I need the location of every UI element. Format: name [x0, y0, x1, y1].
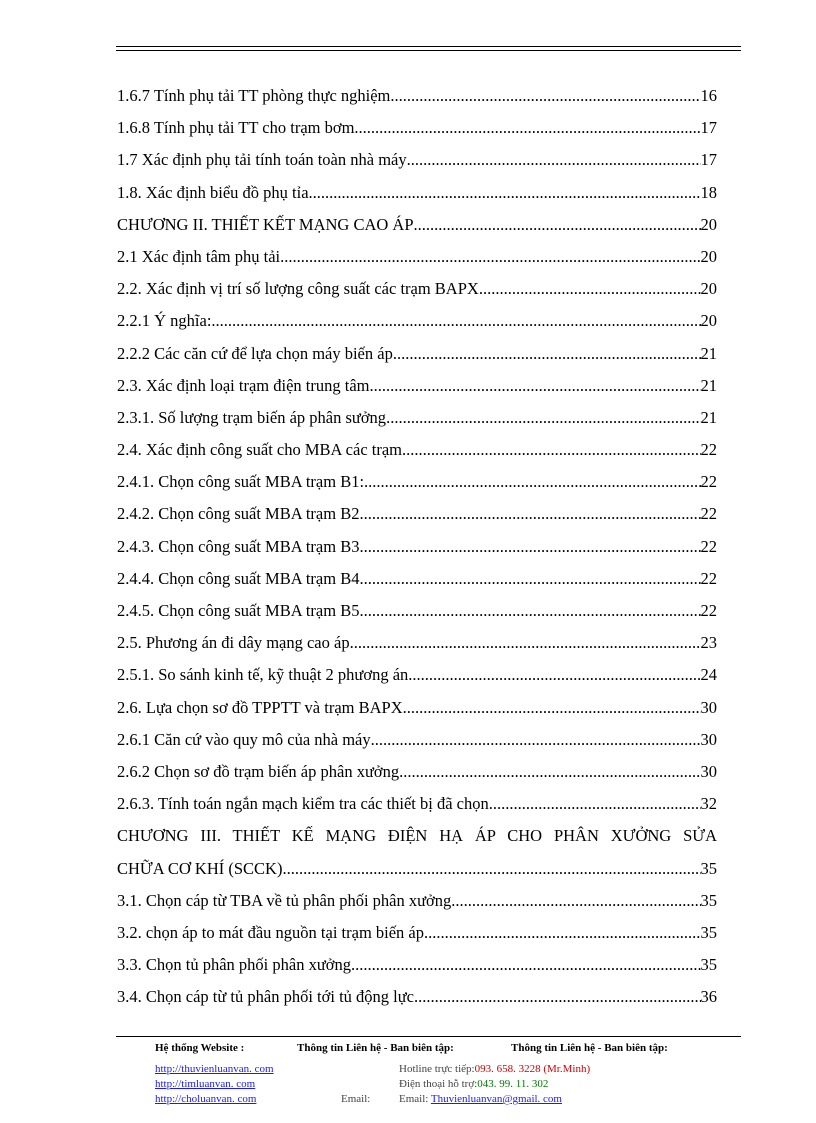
- toc-entry-chapter3-line1[interactable]: CHƯƠNG III. THIẾT KẾ MẠNG ĐIỆN HẠ ÁP CHO PHÂN XƯỞNG SỬA: [117, 826, 717, 846]
- toc-entry[interactable]: 1.8. Xác định biểu đồ phụ tỉa ..... 18: [117, 177, 717, 209]
- email-label: Email:: [399, 1093, 429, 1105]
- hotline-label: Hotline trực tiếp:: [399, 1063, 475, 1075]
- header-rule-top: [116, 46, 741, 47]
- footer-site-link[interactable]: http://timluanvan. com: [155, 1078, 256, 1090]
- toc-entry[interactable]: 2.4.4. Chọn công suất MBA trạm B4 ..... 22: [117, 563, 717, 595]
- footer-email-label-mid: Email:: [341, 1093, 371, 1105]
- toc-entry[interactable]: 2.4.5. Chọn công suất MBA trạm B5 ..... 22: [117, 595, 717, 627]
- phone-number[interactable]: 043. 99. 11. 302: [477, 1078, 549, 1090]
- toc-entry[interactable]: 3.4. Chọn cáp từ tủ phân phối tới tủ động lực ..... 36: [117, 981, 717, 1013]
- toc-entry[interactable]: 2.6.3. Tính toán ngắn mạch kiểm tra các thiết bị đã chọn ..... 32: [117, 788, 717, 820]
- toc-entry[interactable]: 2.4.2. Chọn công suất MBA trạm B2 ..... 22: [117, 498, 717, 530]
- toc-entry[interactable]: 2.4. Xác định công suất cho MBA các trạm ..... 22: [117, 434, 717, 466]
- footer-phone: [399, 1077, 548, 1091]
- footer-websites-heading: Hệ thống Website :: [155, 1042, 245, 1054]
- toc-entry[interactable]: 2.6.2 Chọn sơ đồ trạm biến áp phân xưởng ..... 30: [117, 756, 717, 788]
- toc-entry[interactable]: 2.2. Xác định vị trí số lượng công suất các trạm BAPX ..... 20: [117, 273, 717, 305]
- footer-site-link[interactable]: http://choluanvan. com: [155, 1093, 257, 1105]
- footer-hotline: [399, 1062, 590, 1076]
- toc-entry[interactable]: 2.1 Xác định tâm phụ tải ..... 20: [117, 241, 717, 273]
- toc-entry[interactable]: 3.3. Chọn tủ phân phối phân xưởng ..... 35: [117, 949, 717, 981]
- toc-entry-chapter3-line2[interactable]: CHỮA CƠ KHÍ (SCCK) ..... 35: [117, 853, 717, 885]
- toc-entry[interactable]: 2.5. Phương án đi dây mạng cao áp ..... 23: [117, 627, 717, 659]
- toc-entry[interactable]: 1.6.8 Tính phụ tải TT cho trạm bơm ..... 17: [117, 112, 717, 144]
- footer-rule: [116, 1036, 741, 1037]
- email-link[interactable]: Thuvienluanvan@gmail. com: [430, 1093, 562, 1105]
- footer-contact-heading: Thông tin Liên hệ - Ban biên tập:: [297, 1042, 454, 1054]
- toc-entry[interactable]: 2.5.1. So sánh kinh tế, kỹ thuật 2 phương án ..... 24: [117, 659, 717, 691]
- footer-contact-heading-2: Thông tin Liên hệ - Ban biên tập:: [511, 1042, 668, 1054]
- hotline-number[interactable]: 093. 658. 3228 (Mr.Minh): [474, 1063, 591, 1075]
- toc-entry[interactable]: 2.2.1 Ý nghĩa: ..... 20: [117, 305, 717, 337]
- toc-entry[interactable]: 2.3.1. Số lượng trạm biến áp phân sưởng ..... 21: [117, 402, 717, 434]
- footer-email: [399, 1092, 562, 1106]
- toc-entry[interactable]: 1.6.7 Tính phụ tải TT phòng thực nghiệm ..... 16: [117, 80, 717, 112]
- toc-entry[interactable]: 2.3. Xác định loại trạm điện trung tâm ..... 21: [117, 370, 717, 402]
- toc-entry[interactable]: 3.1. Chọn cáp từ TBA về tủ phân phối phân xưởng ..... 35: [117, 885, 717, 917]
- toc-entry[interactable]: 2.6. Lựa chọn sơ đồ TPPTT và trạm BAPX ..... 30: [117, 692, 717, 724]
- toc-entry[interactable]: 2.4.1. Chọn công suất MBA trạm B1: ..... 22: [117, 466, 717, 498]
- table-of-contents: [117, 80, 717, 1013]
- header-rule-bottom: [116, 50, 741, 51]
- toc-entry[interactable]: 2.4.3. Chọn công suất MBA trạm B3 ..... 22: [117, 531, 717, 563]
- toc-entry[interactable]: 3.2. chọn áp to mát đầu nguồn tại trạm biến áp ..... 35: [117, 917, 717, 949]
- toc-entry[interactable]: 2.6.1 Căn cứ vào quy mô của nhà máy ..... 30: [117, 724, 717, 756]
- phone-label: Điện thoại hỗ trợ:: [399, 1078, 478, 1090]
- toc-entry[interactable]: 2.2.2 Các căn cứ để lựa chọn máy biến áp ..... 21: [117, 338, 717, 370]
- toc-entry[interactable]: 1.7 Xác định phụ tải tính toán toàn nhà máy ..... 17: [117, 144, 717, 176]
- footer-site-link[interactable]: http://thuvienluanvan. com: [155, 1063, 274, 1075]
- toc-entry[interactable]: CHƯƠNG II. THIẾT KẾT MẠNG CAO ÁP ..... 20: [117, 209, 717, 241]
